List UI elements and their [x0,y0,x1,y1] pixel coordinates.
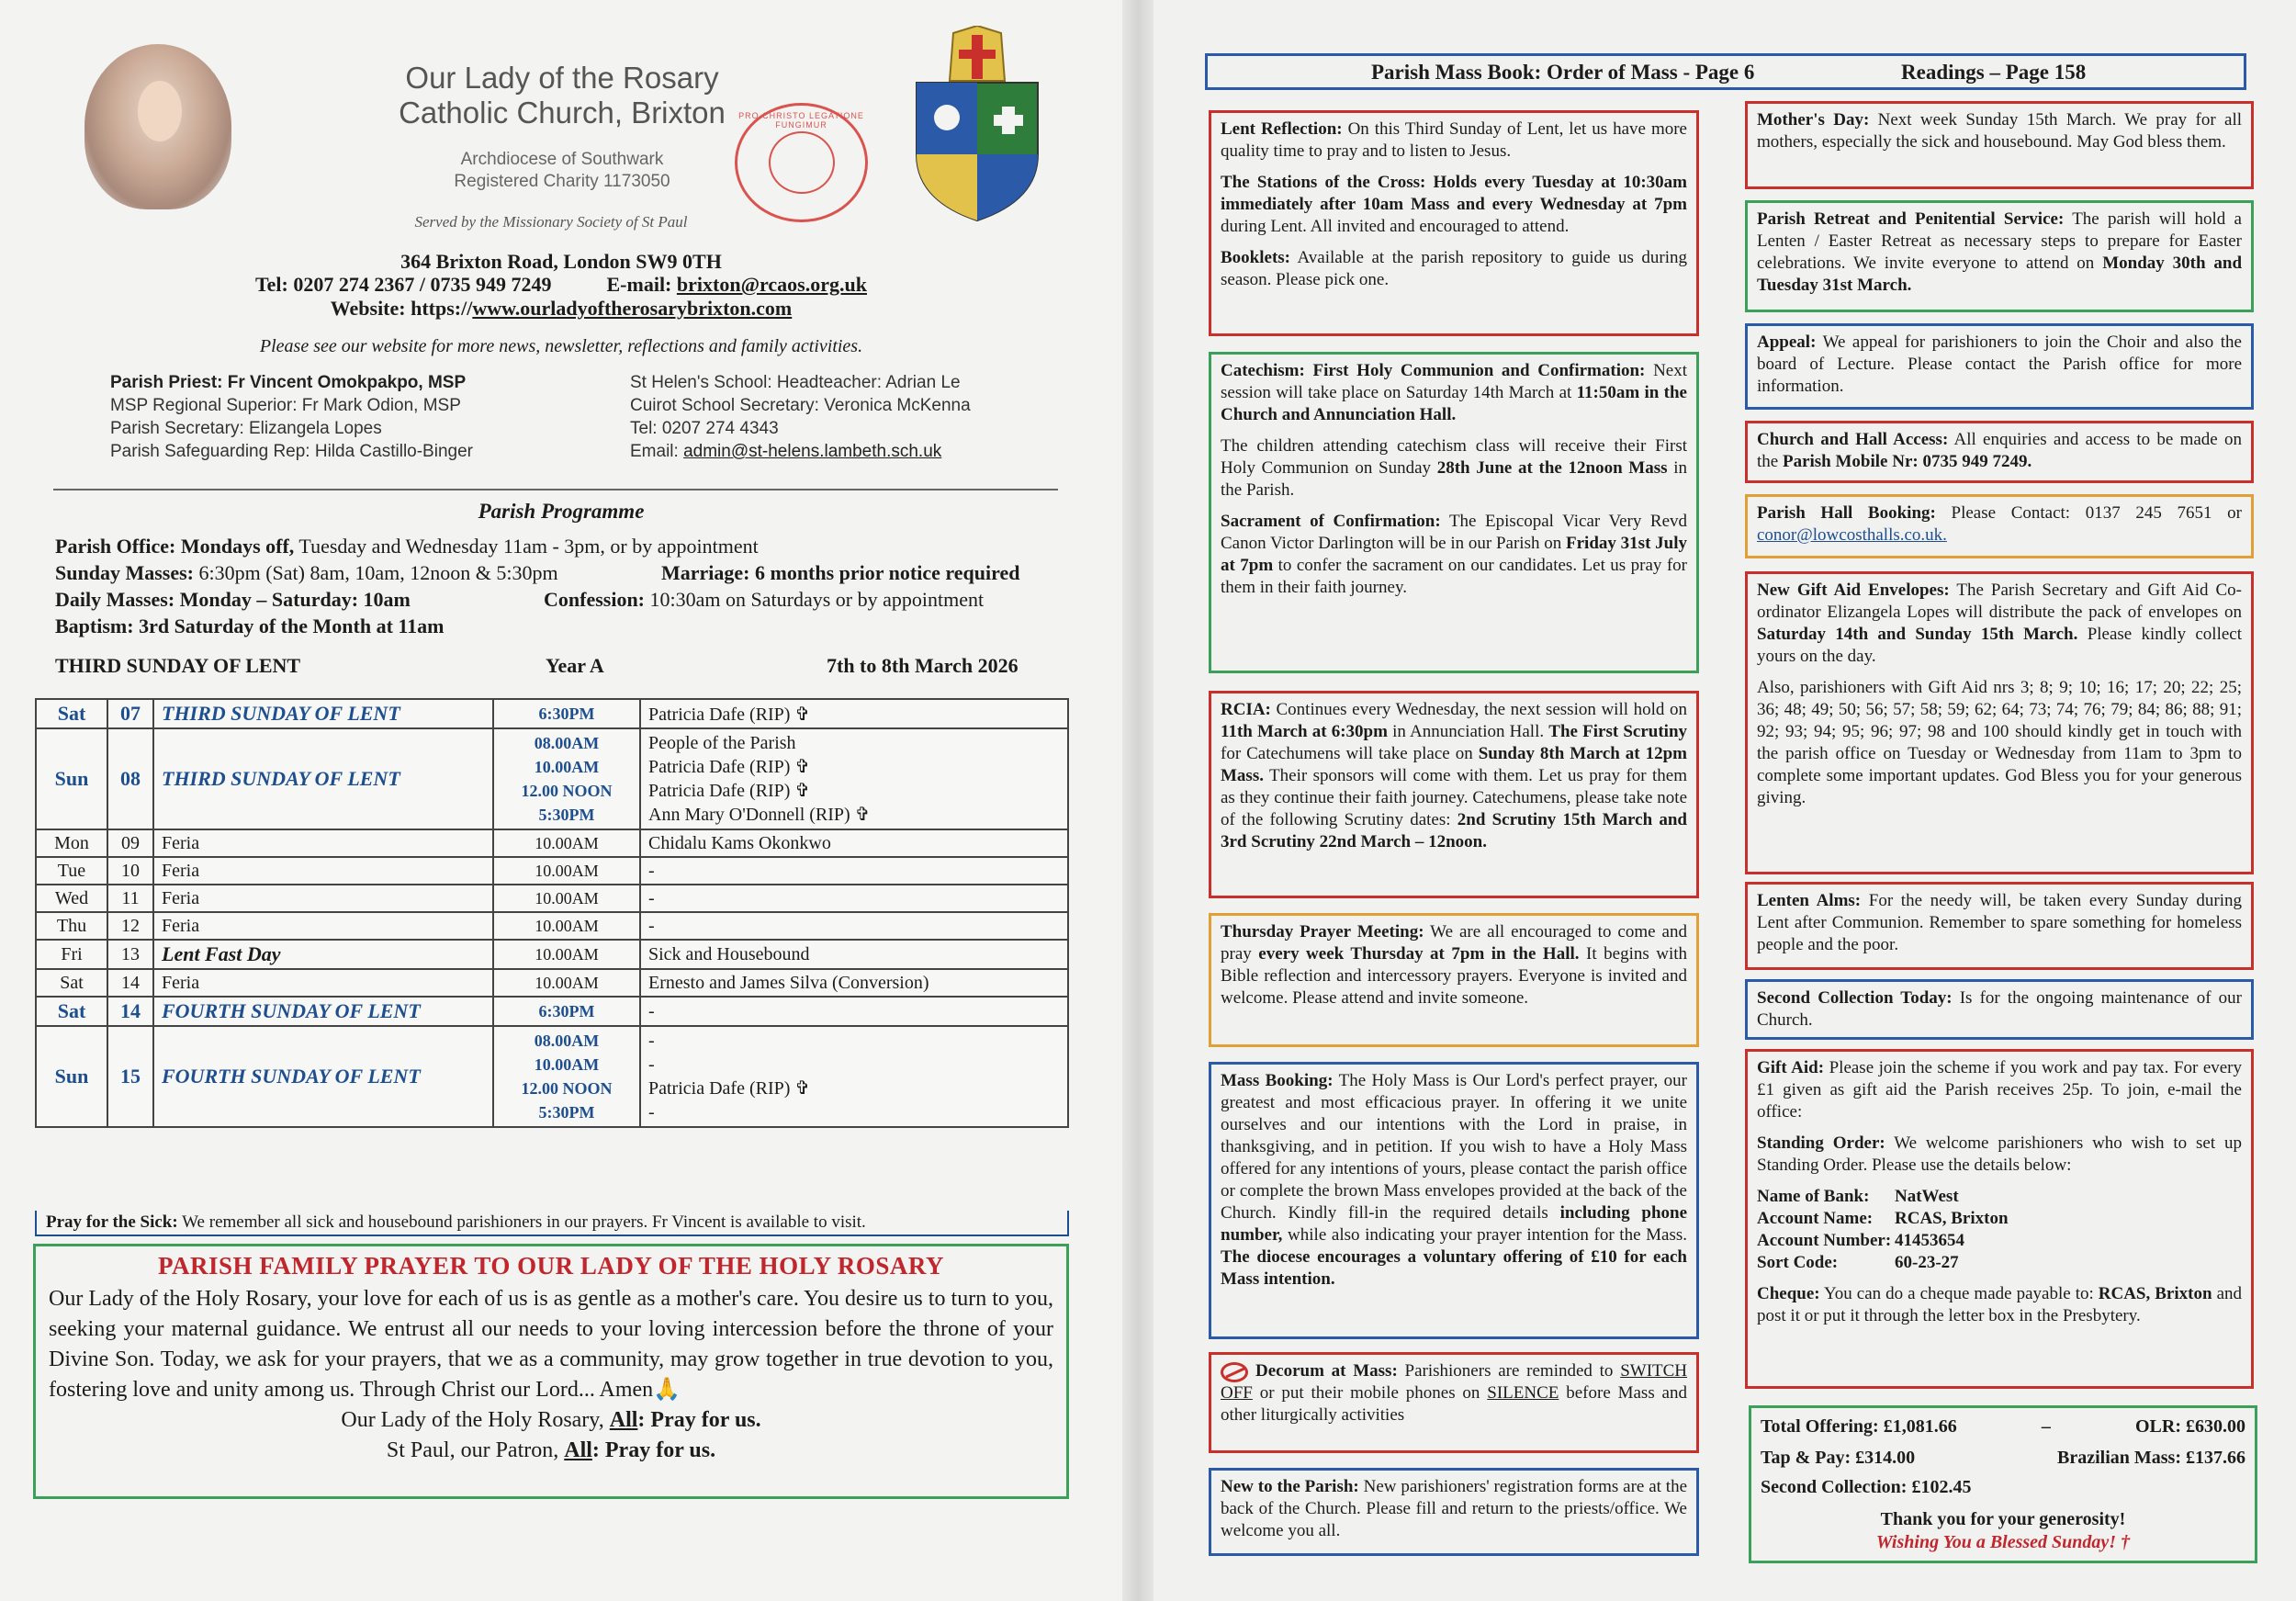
prayer-body: Our Lady of the Holy Rosary, your love for each of us is as gentle as a mother's care. You desire us to turn to you, seeking your maternal guidance. We entrust all our needs to your loving intercession before the throne of your Divine Son. Today, we ask for your prayers, that we as a community, may grow together in true devotion to you, fostering love and unity among us. Through Christ our Lord... Amen🙏 [49,1287,1053,1402]
schedule-row [36,940,1068,969]
mothers-day-box: Mother's Day: Next week Sunday 15th March. We pray for all mothers, especially the sick and housebound. May God bless them. [1745,101,2254,189]
website-link[interactable]: www.ourladyoftherosarybrixton.com [472,297,793,320]
divider [53,489,1058,490]
liturgy-cell: FOURTH SUNDAY OF LENT [153,1026,493,1127]
bulletin-page-left [0,0,1122,1601]
liturgy-cell: Feria [153,912,493,940]
retreat-box: Parish Retreat and Penitential Service: The parish will hold a Lenten / Easter Retreat as necessary steps to prepare for Easter celebrations. We invite everyone to attend on Monday 30th and Tuesday 31st March. [1745,200,2254,312]
bank-details [1757,1186,2242,1274]
church-name: Our Lady of the Rosary Catholic Church, Brixton [399,61,726,130]
schedule-row [36,885,1068,912]
time-cell: 6:30PM [493,997,640,1026]
week-dates: 7th to 8th March 2026 [827,654,1019,677]
day-cell: Mon [36,829,107,857]
liturgy-cell: THIRD SUNDAY OF LENT [153,699,493,728]
offering-row: Tap & Pay: £314.00 Brazilian Mass: £137.66 [1761,1448,2245,1468]
email-line: E-mail: brixton@rcaos.org.uk [606,273,867,296]
liturgy-cell: Feria [153,885,493,912]
catechism-box: Catechism: First Holy Communion and Confirmation: Next session will take place on Saturday 14th March at 11:50am in the Church and Annunciation Hall. The children attending catechism class will receive their First Holy Communion on Sunday 28th June at the 12noon Mass in the Parish. Sacrament of Confirmation: The Episcopal Vicar Very Revd Canon Victor Darlington will be in our Parish on Friday 31st July at 7pm to confer the sacrament on our candidates. Let us pray for them in their faith journey. [1209,352,1699,673]
rcia-box: RCIA: Continues every Wednesday, the next session will hold on 11th March at 6:30pm in Annunciation Hall. The First Scrutiny for Catechumens will take place on Sunday 8th March at 12pm Mass. Their sponsors will come with them. Let us pray for them as they continue their faith journey. Catechumens, please take note of the following Scrutiny dates: 2nd Scrutiny 15th March and 3rd Scrutiny 22nd March – 12noon. [1209,691,1699,898]
date-cell: 07 [107,699,153,728]
time-cell: 08.00AM 10.00AM 12.00 NOON 5:30PM [493,728,640,829]
intention-cell: - [640,857,1068,885]
decorum-box: Decorum at Mass: Parishioners are reminded to SWITCH OFF or put their mobile phones on SILENCE before Mass and other liturgically activities [1209,1352,1699,1453]
msp-seal-icon: PRO CHRISTO LEGATIONE FUNGIMUR [735,103,868,222]
appeal-box: Appeal: We appeal for parishioners to join the Choir and also the board of Lecture. Please contact the Parish office for more information. [1745,323,2254,410]
time-cell: 10.00AM [493,829,640,857]
lenten-alms-box: Lenten Alms: For the needy will, be taken every Sunday during Lent after Communion. Remember to spare something for homeless people and the poor. [1745,882,2254,970]
date-cell: 09 [107,829,153,857]
schedule-row [36,699,1068,728]
offering-box [1749,1405,2257,1563]
schedule-row [36,829,1068,857]
liturgy-cell: Feria [153,969,493,997]
schedule-row [36,728,1068,829]
prayer-response-2: St Paul, our Patron, All: Pray for us. [386,1438,716,1462]
date-cell: 15 [107,1026,153,1127]
date-cell: 14 [107,997,153,1026]
thursday-prayer-box: Thursday Prayer Meeting: We are all encouraged to come and pray every week Thursday at 7pm in the Hall. It begins with Bible reflection and intercessory prayers. Everyone is invited and welcome. Please attend and invite someone. [1209,913,1699,1047]
hall-email-link[interactable]: conor@lowcosthalls.co.uk. [1757,525,1947,545]
schedule-row [36,912,1068,940]
intention-cell: - [640,997,1068,1026]
served-by: Served by the Missionary Society of St Paul [414,213,688,231]
parish-address: 364 Brixton Road, London SW9 0TH [400,250,722,273]
page-gutter [1122,0,1154,1601]
time-cell: 10.00AM [493,940,640,969]
date-cell: 13 [107,940,153,969]
time-cell: 6:30PM [493,699,640,728]
day-cell: Sat [36,997,107,1026]
school-email-link[interactable]: admin@st-helens.lambeth.sch.uk [683,442,942,461]
time-cell: 10.00AM [493,912,640,940]
time-cell: 08.00AM 10.00AM 12.00 NOON 5:30PM [493,1026,640,1127]
bank-row: Name of Bank: NatWest [1757,1187,1959,1206]
lent-reflection-box: Lent Reflection: On this Third Sunday of Lent, let us have more quality time to pray and to listen to Jesus. The Stations of the Cross: Holds every Tuesday at 10:30am immediately after 10am Mass and every Wednesday at 7pm during Lent. All invited and encouraged to attend. Booklets: Available at the parish repository to guide us during season. Please pick one. [1209,110,1699,336]
liturgy-cell: FOURTH SUNDAY OF LENT [153,997,493,1026]
date-cell: 08 [107,728,153,829]
contact-row [0,273,1122,297]
phone: Tel: 0207 274 2367 / 0735 949 7249 [255,273,552,296]
bulletin-page-right [1154,0,2296,1601]
liturgy-cell: Feria [153,857,493,885]
day-cell: Tue [36,857,107,885]
date-cell: 11 [107,885,153,912]
day-cell: Sat [36,699,107,728]
pray-for-sick: Pray for the Sick: We remember all sick and housebound parishioners in our prayers. Fr Vincent is available to visit. [35,1211,1069,1236]
liturgy-cell: Lent Fast Day [153,940,493,969]
day-cell: Fri [36,940,107,969]
parish-prayer [33,1244,1069,1499]
hall-booking-box: Parish Hall Booking: Please Contact: 0137 245 7651 or conor@lowcosthalls.co.uk. [1745,494,2254,558]
website-line: Website: https://www.ourladyoftherosarybrixton.com [330,297,793,320]
intention-cell: - - Patricia Dafe (RIP) ✞ - [640,1026,1068,1127]
access-box: Church and Hall Access: All enquiries and access to be made on the Parish Mobile Nr: 0735 949 7249. [1745,421,2254,483]
schedule-row [36,857,1068,885]
archdiocese-crest-icon [898,26,1056,223]
prayer-response-1: Our Lady of the Holy Rosary, All: Pray for us. [341,1408,761,1432]
day-cell: Sat [36,969,107,997]
gift-aid-box: Gift Aid: Please join the scheme if you work and pay tax. For every £1 given as gift aid the Parish receives 25p. To join, e-mail the office: Standing Order: We welcome parishioners who wish to set up Standing Order. Please use the details below: Name of Bank: NatWest Account Name: RCAS, Brixton Account Number: 41453654 Sort Code: 60-23-27 Cheque: You can do a cheque made payable to: RCAS, Brixton and post it or put it through the letter box in the Presbytery. [1745,1049,2254,1389]
time-cell: 10.00AM [493,885,640,912]
our-lady-image [84,44,231,209]
new-parishioners-box: New to the Parish: New parishioners' registration forms are at the back of the Church. Please fill and return to the priests/office. We welcome you all. [1209,1468,1699,1556]
thanks-line: Thank you for your generosity! [1880,1509,2126,1529]
programme-title: Parish Programme [478,500,645,523]
intention-cell: Chidalu Kams Okonkwo [640,829,1068,857]
liturgical-year: Year A [546,654,604,677]
blessing-line: Wishing You a Blessed Sunday! † [1875,1532,2131,1552]
day-cell: Sun [36,728,107,829]
gift-aid-envelopes-box: New Gift Aid Envelopes: The Parish Secretary and Gift Aid Co-ordinator Elizangela Lopes will distribute the pack of envelopes on Saturday 14th and Sunday 15th March. Please kindly collect yours on the day. Also, parishioners with Gift Aid nrs 3; 8; 9; 10; 16; 17; 20; 22; 25; 36; 48; 49; 50; 56; 57; 58; 59; 62; 64; 73; 74; 76; 79; 84; 86; 88; 91; 92; 93; 94; 95; 96; 97; 98 and 100 should kindly get in touch with the parish office on Tuesday or Wednesday from 11am to 3pm to complete some important updates. God Bless you for your generous giving. [1745,571,2254,874]
date-cell: 14 [107,969,153,997]
offering-row: Total Offering: £1,081.66 – OLR: £630.00 [1761,1416,2245,1437]
schedule-row [36,1026,1068,1127]
date-cell: 10 [107,857,153,885]
prayer-title: PARISH FAMILY PRAYER TO OUR LADY OF THE HOLY ROSARY [158,1252,944,1280]
staff-list: Parish Priest: Fr Vincent Omokpakpo, MSP MSP Regional Superior: Fr Mark Odion, MSP Parish Secretary: Elizangela Lopes Parish Safeguarding Rep: Hilda Castillo-Binger [110,373,473,461]
date-cell: 12 [107,912,153,940]
day-cell: Wed [36,885,107,912]
schedule-row [36,997,1068,1026]
bank-row: Account Name: RCAS, Brixton [1757,1209,2009,1228]
liturgy-cell: Feria [153,829,493,857]
website-note: Please see our website for more news, newsletter, reflections and family activities. [259,336,863,356]
mass-schedule-table [35,698,1069,1128]
intention-cell: Sick and Housebound [640,940,1068,969]
school-info: St Helen's School: Headteacher: Adrian Le Cuirot School Secretary: Veronica McKenna Tel: 0207 274 4343 Email: admin@st-helens.lambeth.sch.uk [630,373,971,461]
offering-row: Second Collection: £102.45 [1761,1477,1972,1497]
intention-cell: People of the Parish Patricia Dafe (RIP) ✞ Patricia Dafe (RIP) ✞ Ann Mary O'Donnell (RIP) ✞ [640,728,1068,829]
week-title: THIRD SUNDAY OF LENT [55,654,301,677]
intention-cell: - [640,912,1068,940]
time-cell: 10.00AM [493,969,640,997]
email-link[interactable]: brixton@rcaos.org.uk [676,273,867,296]
day-cell: Sun [36,1026,107,1127]
mass-book-bar: Parish Mass Book: Order of Mass - Page 6 Readings – Page 158 [1205,53,2246,90]
parish-programme: Parish Office: Mondays off, Tuesday and Wednesday 11am - 3pm, or by appointment Sunday Masses: 6:30pm (Sat) 8am, 10am, 12noon & 5:30pm Marriage: 6 months prior notice required Daily Masses: Monday – Saturday: 10am Confession: 10:30am on Saturdays or by appointment Baptism: 3rd Saturday of the Month at 11am [55,535,1020,637]
intention-cell: Patricia Dafe (RIP) ✞ [640,699,1068,728]
intention-cell: - [640,885,1068,912]
bank-row: Sort Code: 60-23-27 [1757,1253,1959,1272]
day-cell: Thu [36,912,107,940]
mass-booking-box: Mass Booking: The Holy Mass is Our Lord's perfect prayer, our greatest and most efficacious prayer. In offering it we unite ourselves and our intentions with the Lord in praise, in thanksgiving, and in petition. If you wish to have a Holy Mass offered for any intentions of yours, please contact the parish office or complete the brown Mass envelopes provided at the back of the Church. Kindly fill-in the required details including phone number, while also indicating your prayer intention for the Mass. The diocese encourages a voluntary offering of £10 for each Mass intention. [1209,1062,1699,1339]
intention-cell: Ernesto and James Silva (Conversion) [640,969,1068,997]
second-collection-box: Second Collection Today: Is for the ongoing maintenance of our Church. [1745,979,2254,1040]
bank-row: Account Number: 41453654 [1757,1231,1964,1250]
archdiocese: Archdiocese of Southwark Registered Charity 1173050 [454,150,670,191]
time-cell: 10.00AM [493,857,640,885]
schedule-row [36,969,1068,997]
no-phone-icon [1221,1362,1248,1382]
liturgy-cell: THIRD SUNDAY OF LENT [153,728,493,829]
